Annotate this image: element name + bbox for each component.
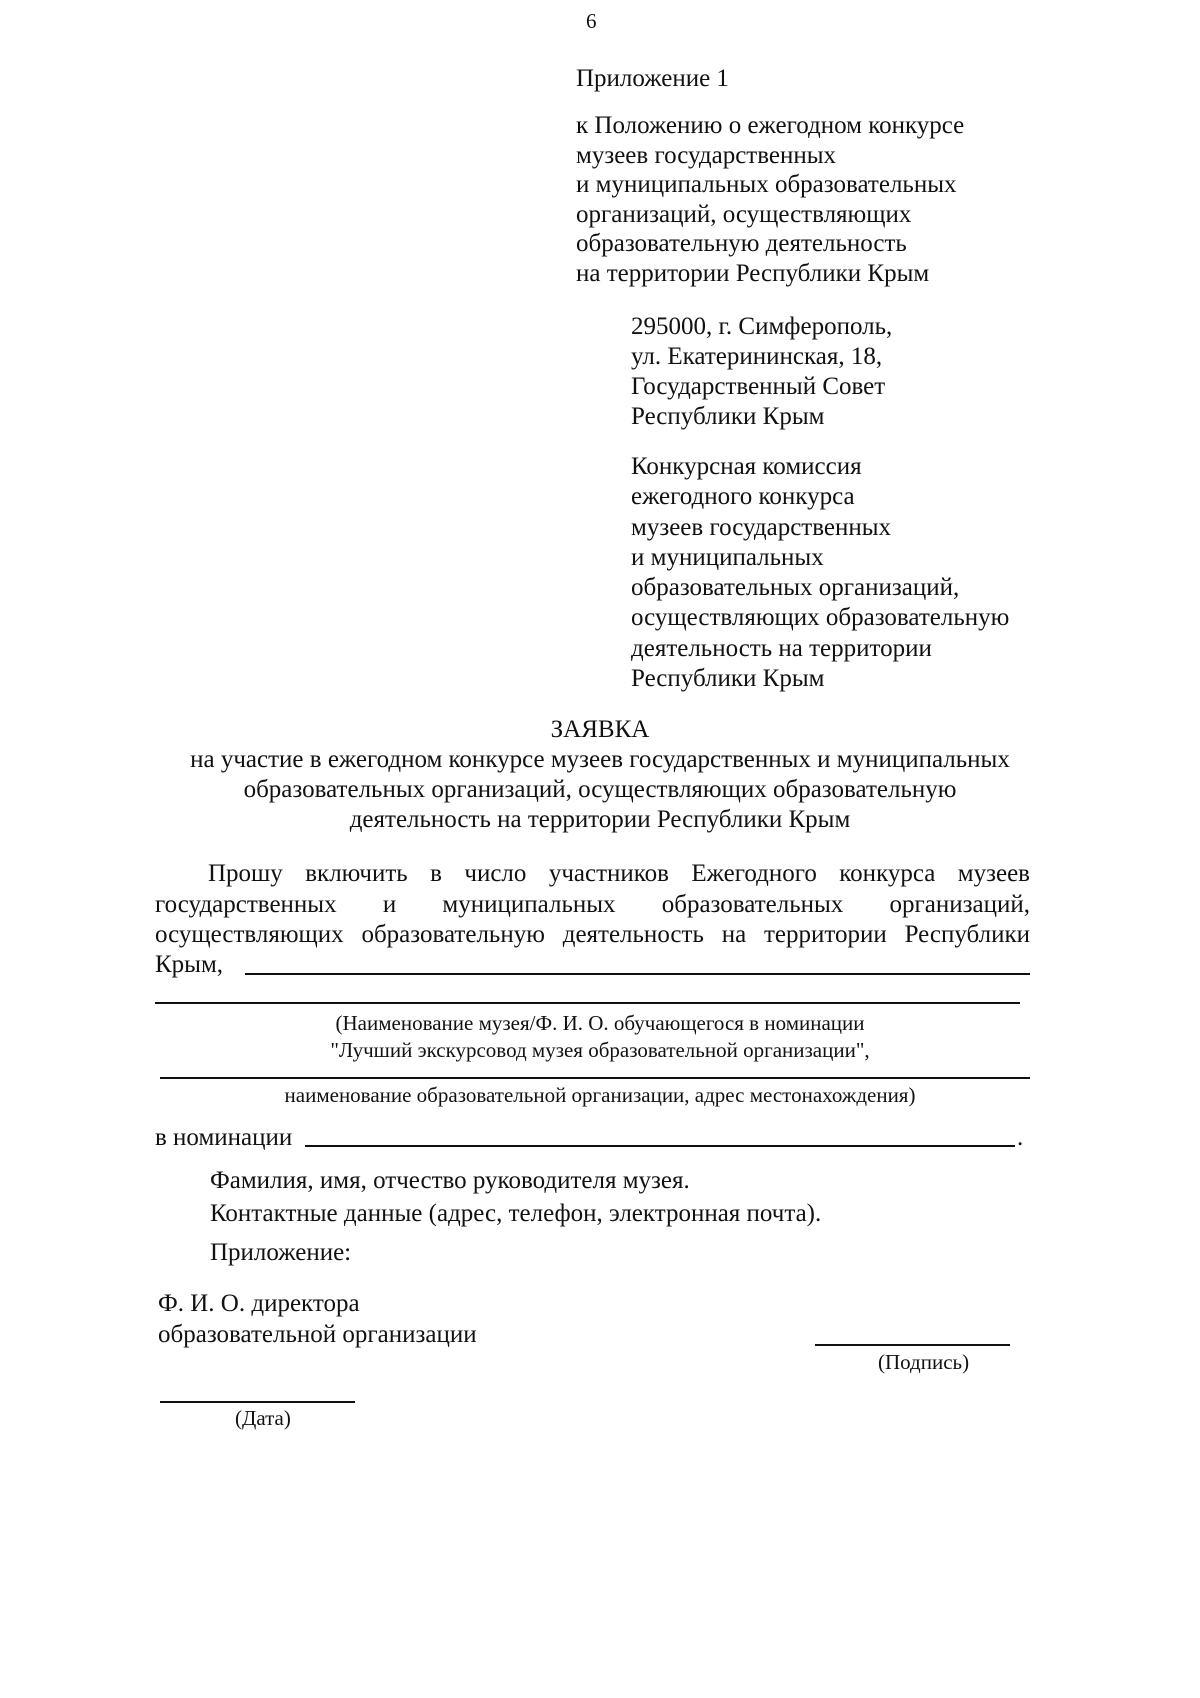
commission-line: ежегодного конкурса [631, 483, 855, 511]
info-line: Контактные данные (адрес, телефон, электронная почта). [210, 1200, 822, 1227]
caption-line: "Лучший экскурсовод музея образовательной организации", [330, 1038, 870, 1062]
commission-line: Республики Крым [631, 665, 825, 693]
subheading-line: деятельность на территории Республики Крым [349, 806, 851, 833]
appendix-title: Приложение 1 [576, 65, 729, 92]
museum-name-field-line[interactable] [245, 973, 1030, 975]
recipient-address [631, 312, 892, 432]
recipient-commission [631, 452, 1009, 694]
document-subheading [90, 745, 1110, 835]
address-line: ул. Екатерининская, 18, [631, 343, 883, 370]
date-field-line[interactable] [160, 1401, 355, 1403]
contact-info [210, 1164, 821, 1230]
nomination-end: . [1017, 1124, 1024, 1151]
appendix-line: и муниципальных образовательных [576, 171, 957, 198]
appendix-line: на территории Республики Крым [576, 259, 930, 287]
appendix-line: музеев государственных [576, 141, 837, 169]
signature-caption: (Подпись) [878, 1350, 970, 1374]
appendix-reference [576, 111, 964, 288]
document-heading: ЗАЯВКА [550, 716, 650, 743]
caption-line: (Наименование музея/Ф. И. О. обучающегося в номинации [335, 1011, 865, 1035]
date-caption: (Дата) [235, 1406, 291, 1430]
commission-line: деятельность на территории [631, 634, 932, 662]
museum-caption [160, 1010, 1040, 1064]
director-block [158, 1288, 477, 1350]
nomination-field-line[interactable] [305, 1145, 1015, 1147]
organization-field-line[interactable] [160, 1077, 1030, 1079]
appendix-line: образовательную деятельность [576, 230, 907, 257]
request-line: осуществляющих образовательную деятельность на территории Республики [155, 921, 1030, 948]
request-line: государственных и муниципальных образовательных организаций, [155, 891, 1030, 918]
address-line: Государственный Совет [631, 373, 886, 400]
page-number: 6 [586, 9, 597, 33]
commission-line: образовательных организаций, [631, 574, 960, 602]
address-line: Республики Крым [631, 403, 825, 430]
director-line: Ф. И. О. директора [158, 1290, 360, 1317]
organization-caption: наименование образовательной организации, адрес местонахождения) [284, 1083, 916, 1107]
request-line: Прошу включить в число участников Ежегодного конкурса музеев [208, 860, 1030, 887]
commission-line: и муниципальных [631, 543, 824, 571]
info-line: Фамилия, имя, отчество руководителя музея. [210, 1167, 690, 1194]
attachment-label: Приложение: [210, 1239, 352, 1266]
subheading-line: на участие в ежегодном конкурсе музеев государственных и муниципальных [190, 746, 1010, 773]
director-line: образовательной организации [158, 1321, 477, 1348]
commission-line: музеев государственных [631, 513, 892, 541]
commission-line: осуществляющих образовательную [631, 604, 1010, 632]
nomination-label: в номинации [155, 1124, 293, 1151]
signature-field-line[interactable] [815, 1344, 1010, 1346]
museum-name-field-line-2[interactable] [155, 1002, 1020, 1004]
commission-line: Конкурсная комиссия [631, 453, 862, 480]
subheading-line: образовательных организаций, осуществляющих образовательную [243, 776, 957, 803]
request-line: Крым, [155, 951, 224, 978]
address-line: 295000, г. Симферополь, [631, 313, 893, 340]
appendix-line: к Положению о ежегодном конкурсе [576, 112, 965, 139]
appendix-line: организаций, осуществляющих [576, 200, 912, 228]
